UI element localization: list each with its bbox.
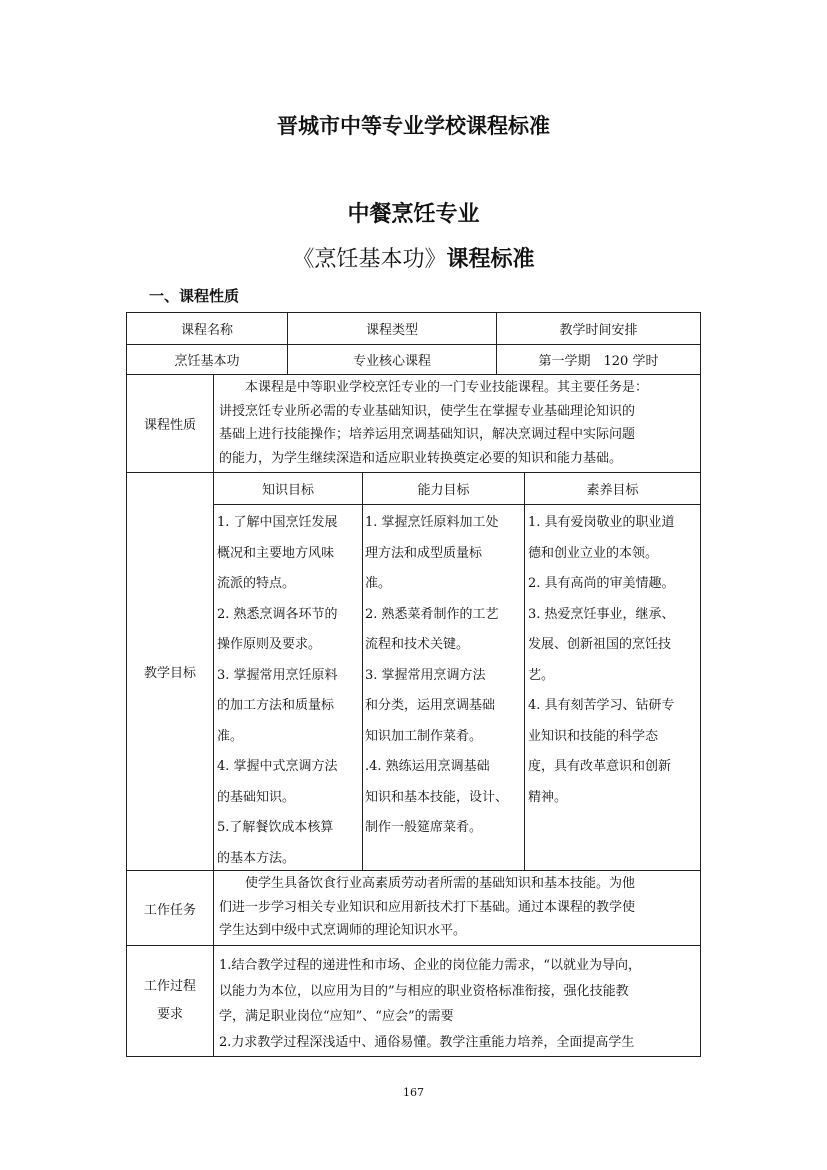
knowledge-goal-line: 的加工方法和质量标: [217, 698, 335, 713]
label-teaching-goals: 教学目标: [143, 666, 196, 681]
quality-goal-line: 3. 热爱烹饪事业，继承、: [528, 606, 675, 622]
quality-goal-line: 1. 具有爱岗敬业的职业道: [528, 515, 675, 530]
knowledge-goal-line: 流派的特点。: [217, 576, 296, 591]
process-line: 以能力为本位，以应用为目的”与相应的职业资格标准衔接，强化技能教: [219, 983, 629, 999]
task-line: 学生达到中级中式烹调师的理论知识水平。: [219, 923, 467, 938]
header-ability-goals: 能力目标: [417, 483, 470, 498]
course-title-suffix: 课程标准: [446, 247, 535, 272]
course-name-value: 烹饪基本功: [174, 354, 240, 369]
quality-goal-line: 度，具有改革意识和创新: [528, 759, 672, 774]
ability-goal-line: 制作一般筵席菜肴。: [365, 820, 483, 835]
knowledge-goal-line: 准。: [217, 728, 244, 744]
nature-line: 的能力，为学生继续深造和适应职业转换奠定必要的知识和能力基础。: [219, 450, 623, 466]
ability-goal-line: 和分类，运用烹调基础: [365, 698, 496, 713]
label-work-task: 工作任务: [143, 902, 196, 918]
quality-goal-line: 4. 具有刻苦学习、钻研专: [528, 698, 675, 713]
course-nature-text: [219, 376, 697, 470]
course-title-book: 《烹饪基本功》: [292, 247, 447, 272]
quality-goals-list: [528, 508, 698, 813]
school-title: 晋城市中等专业学校课程标准: [277, 114, 550, 138]
course-type-value: 专业核心课程: [352, 354, 431, 369]
nature-line: 本课程是中等职业学校烹饪专业的一门专业技能课程。其主要任务是：: [245, 380, 649, 395]
schedule-value: 第一学期 120 学时: [538, 354, 659, 369]
section-heading-course-nature: 一、课程性质: [149, 287, 240, 305]
work-task-text: [219, 872, 697, 943]
knowledge-goal-line: 1. 了解中国烹饪发展: [217, 515, 338, 530]
knowledge-goal-line: 2. 熟悉烹调各环节的: [217, 606, 338, 622]
major-title: 中餐烹饪专业: [347, 202, 480, 227]
page-number: 167: [403, 1086, 424, 1099]
knowledge-goals-list: [217, 508, 361, 874]
label-work-process: [127, 946, 213, 1056]
header-course-type: 课程类型: [365, 323, 418, 338]
nature-line: 讲授烹饪专业所必需的专业基础知识，使学生在掌握专业基础理论知识的: [219, 403, 636, 419]
knowledge-goal-line: 4. 掌握中式烹调方法: [217, 759, 338, 774]
knowledge-goal-line: 的基本方法。: [217, 850, 296, 866]
knowledge-goal-line: 概况和主要地方风味: [217, 545, 335, 561]
quality-goal-line: 业知识和技能的科学态: [528, 728, 659, 744]
ability-goals-list: [365, 508, 523, 844]
task-line: 们进一步学习相关专业知识和应用新技术打下基础。通过本课程的教学使: [219, 899, 636, 915]
knowledge-goal-line: 的基础知识。: [217, 789, 296, 805]
ability-goal-line: 知识加工制作菜肴。: [365, 728, 483, 744]
knowledge-goal-line: 操作原则及要求。: [217, 637, 322, 652]
quality-goal-line: 艺。: [528, 667, 555, 683]
header-schedule: 教学时间安排: [559, 323, 638, 338]
label-work-process-line2: 要求: [156, 1007, 183, 1022]
process-line: 学，满足职业岗位“应知”、“应会”的需要: [219, 1009, 454, 1024]
ability-goal-line: 理方法和成型质量标: [365, 545, 483, 561]
quality-goal-line: 2. 具有高尚的审美情趣。: [528, 576, 675, 591]
process-line: 1.结合教学过程的递进性和市场、企业的岗位能力需求，“以就业为导向，: [219, 958, 642, 973]
quality-goal-line: 发展、创新祖国的烹饪技: [528, 637, 672, 652]
knowledge-goal-line: 5.了解餐饮成本核算: [217, 820, 334, 835]
nature-line: 基础上进行技能操作；培养运用烹调基础知识，解决烹调过程中实际问题: [219, 427, 636, 442]
course-title: [0, 242, 827, 273]
work-process-text: [219, 953, 697, 1055]
header-quality-goals: 素养目标: [586, 483, 639, 498]
label-course-nature: 课程性质: [143, 418, 196, 433]
label-work-process-line1: 工作过程: [143, 979, 196, 994]
task-line: 使学生具备饮食行业高素质劳动者所需的基础知识和基本技能。为他: [245, 876, 636, 891]
knowledge-goal-line: 3. 掌握常用烹饪原料: [217, 667, 338, 683]
process-line: 2.力求教学过程深浅适中、通俗易懂。教学注重能力培养，全面提高学生: [219, 1034, 635, 1050]
quality-goal-line: 德和创业立业的本领。: [528, 545, 659, 561]
header-course-name: 课程名称: [180, 323, 233, 338]
ability-goal-line: 准。: [365, 576, 392, 591]
header-knowledge-goals: 知识目标: [261, 483, 314, 498]
ability-goal-line: 1. 掌握烹饪原料加工处: [365, 515, 499, 530]
ability-goal-line: 知识和基本技能，设计、: [365, 789, 509, 805]
ability-goal-line: 2. 熟悉菜肴制作的工艺: [365, 606, 499, 622]
ability-goal-line: 流程和技术关键。: [365, 637, 470, 652]
ability-goal-line: 3. 掌握常用烹调方法: [365, 667, 486, 683]
ability-goal-line: .4. 熟练运用烹调基础: [365, 759, 490, 774]
quality-goal-line: 精神。: [528, 789, 568, 805]
